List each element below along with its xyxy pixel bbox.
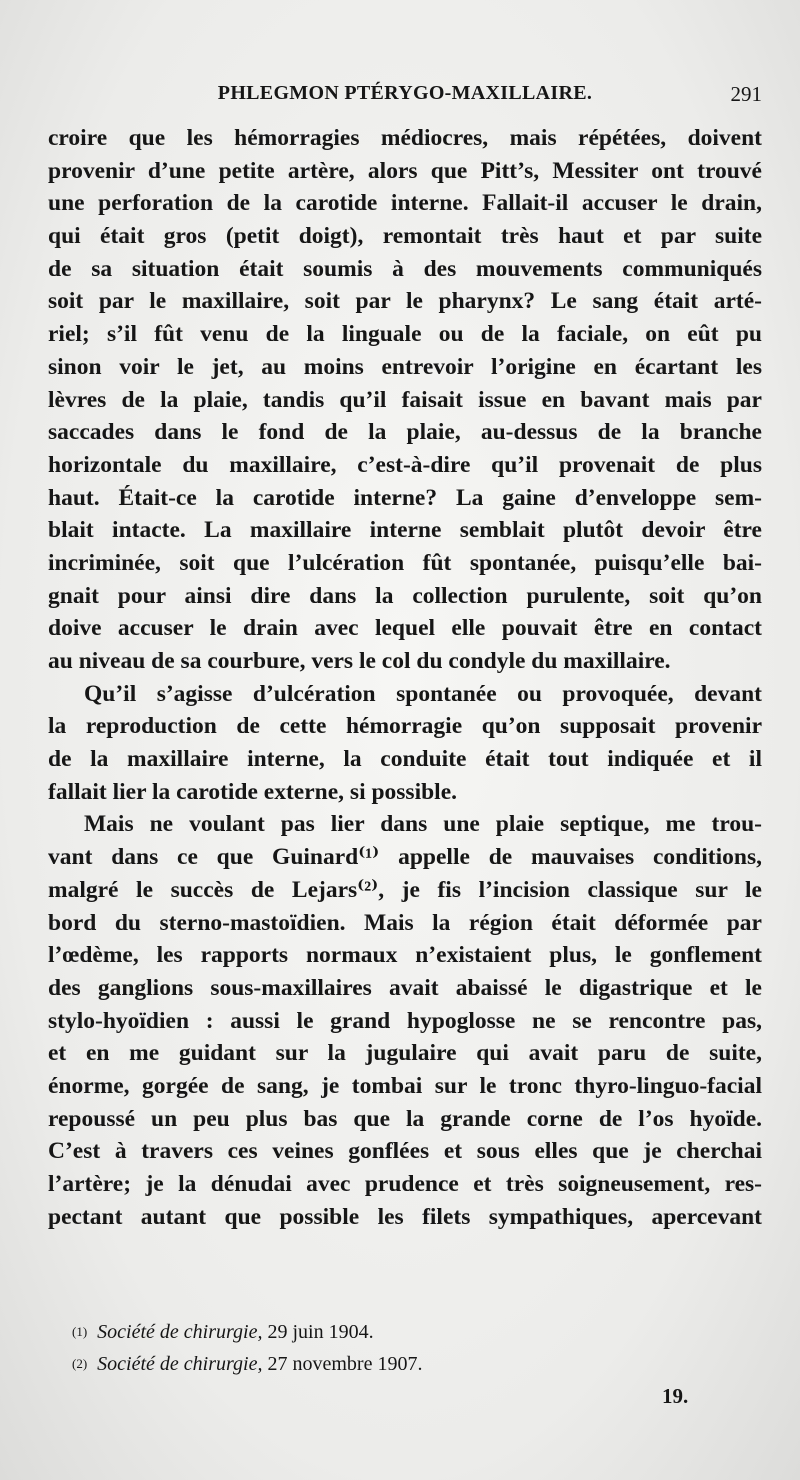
text-line: des ganglions sous-maxillaires avait abaissé le digastrique et le [48, 974, 762, 1001]
text-line: l’artère; je la dénudai avec prudence et très soigneusement, res- [48, 1171, 762, 1197]
text-line: horizontale du maxillaire, c’est-à-dire qu’il provenait de plus [48, 451, 762, 478]
footnote [72, 1348, 712, 1380]
text-line: incriminée, soit que l’ulcération fût spontanée, puisqu’elle bai- [48, 549, 762, 576]
signature-mark: 19. [662, 1384, 689, 1408]
footnote-date: 27 novembre 1907. [267, 1353, 423, 1375]
text-line: de la maxillaire interne, la conduite était tout indiquée et il [48, 746, 762, 773]
paragraph-start-line: Mais ne voulant pas lier dans une plaie septique, me trou- [84, 811, 762, 838]
footnote-number: (2) [72, 1356, 88, 1371]
footnotes [72, 1316, 712, 1380]
text-line: saccades dans le fond de la plaie, au-dessus de la branche [48, 419, 762, 446]
text-line: stylo-hyoïdien : aussi le grand hypoglosse ne se rencontre pas, [48, 1007, 762, 1034]
body-text [48, 122, 762, 1233]
text-line: l’œdème, les rapports normaux n’existaient plus, le gonflement [48, 942, 762, 969]
text-line: repoussé un peu plus bas que la grande corne de l’os hyoïde. [48, 1105, 762, 1132]
text-line: croire que les hémorragies médiocres, mais répétées, doivent [48, 125, 762, 151]
text-line: gnait pour ainsi dire dans la collection purulente, soit qu’on [48, 582, 762, 609]
text-line: une perforation de la carotide interne. Fallait-il accuser le drain, [48, 190, 762, 217]
text-line: au niveau de sa courbure, vers le col du condyle du maxillaire. [48, 648, 671, 674]
paragraph-start-line: Qu’il s’agisse d’ulcération spontanée ou provoquée, devant [84, 680, 762, 707]
footnote-number: (1) [72, 1324, 88, 1339]
footnote-source: Société de chirurgie, [97, 1353, 263, 1375]
text-line: provenir d’une petite artère, alors que Pitt’s, Messiter ont trouvé [48, 157, 762, 184]
text-line: pectant autant que possible les filets sympathiques, apercevant [48, 1203, 762, 1230]
running-head [48, 82, 762, 112]
text-line: la reproduction de cette hémorragie qu’on supposait provenir [48, 713, 762, 740]
text-line: bord du sterno-mastoïdien. Mais la région était déformée par [48, 909, 762, 936]
text-line: qui était gros (petit doigt), remontait très haut et par suite [48, 223, 762, 250]
text-line: lèvres de la plaie, tandis qu’il faisait issue en bavant mais par [48, 386, 762, 413]
text-line: sinon voir le jet, au moins entrevoir l’origine en écartant les [48, 353, 762, 380]
footnote [72, 1316, 712, 1348]
text-line: blait intacte. La maxillaire interne semblait plutôt devoir être [48, 517, 762, 544]
text-line: de sa situation était soumis à des mouvements communiqués [48, 255, 762, 282]
footnote-source: Société de chirurgie, [97, 1321, 263, 1343]
page-number: 291 [730, 82, 762, 106]
text-line: C’est à travers ces veines gonflées et sous elles que je cherchai [48, 1138, 762, 1165]
running-title: PHLEGMON PTÉRYGO-MAXILLAIRE. [217, 82, 593, 104]
text-line: vant dans ce que Guinard⁽¹⁾ appelle de mauvaises conditions, [48, 844, 762, 871]
text-line: haut. Était-ce la carotide interne? La gaine d’enveloppe sem- [48, 484, 762, 511]
text-line: malgré le succès de Lejars⁽²⁾, je fis l’incision classique sur le [48, 876, 762, 903]
text-line: doive accuser le drain avec lequel elle pouvait être en contact [48, 615, 762, 642]
text-line: fallait lier la carotide externe, si possible. [48, 778, 458, 805]
text-line: et en me guidant sur la jugulaire qui avait paru de suite, [48, 1040, 762, 1067]
text-line: énorme, gorgée de sang, je tombai sur le tronc thyro-linguo-facial [48, 1072, 762, 1099]
text-line: soit par le maxillaire, soit par le pharynx? Le sang était arté- [48, 288, 762, 315]
text-line: riel; s’il fût venu de la linguale ou de la faciale, on eût pu [48, 321, 762, 348]
footnote-date: 29 juin 1904. [267, 1321, 374, 1343]
